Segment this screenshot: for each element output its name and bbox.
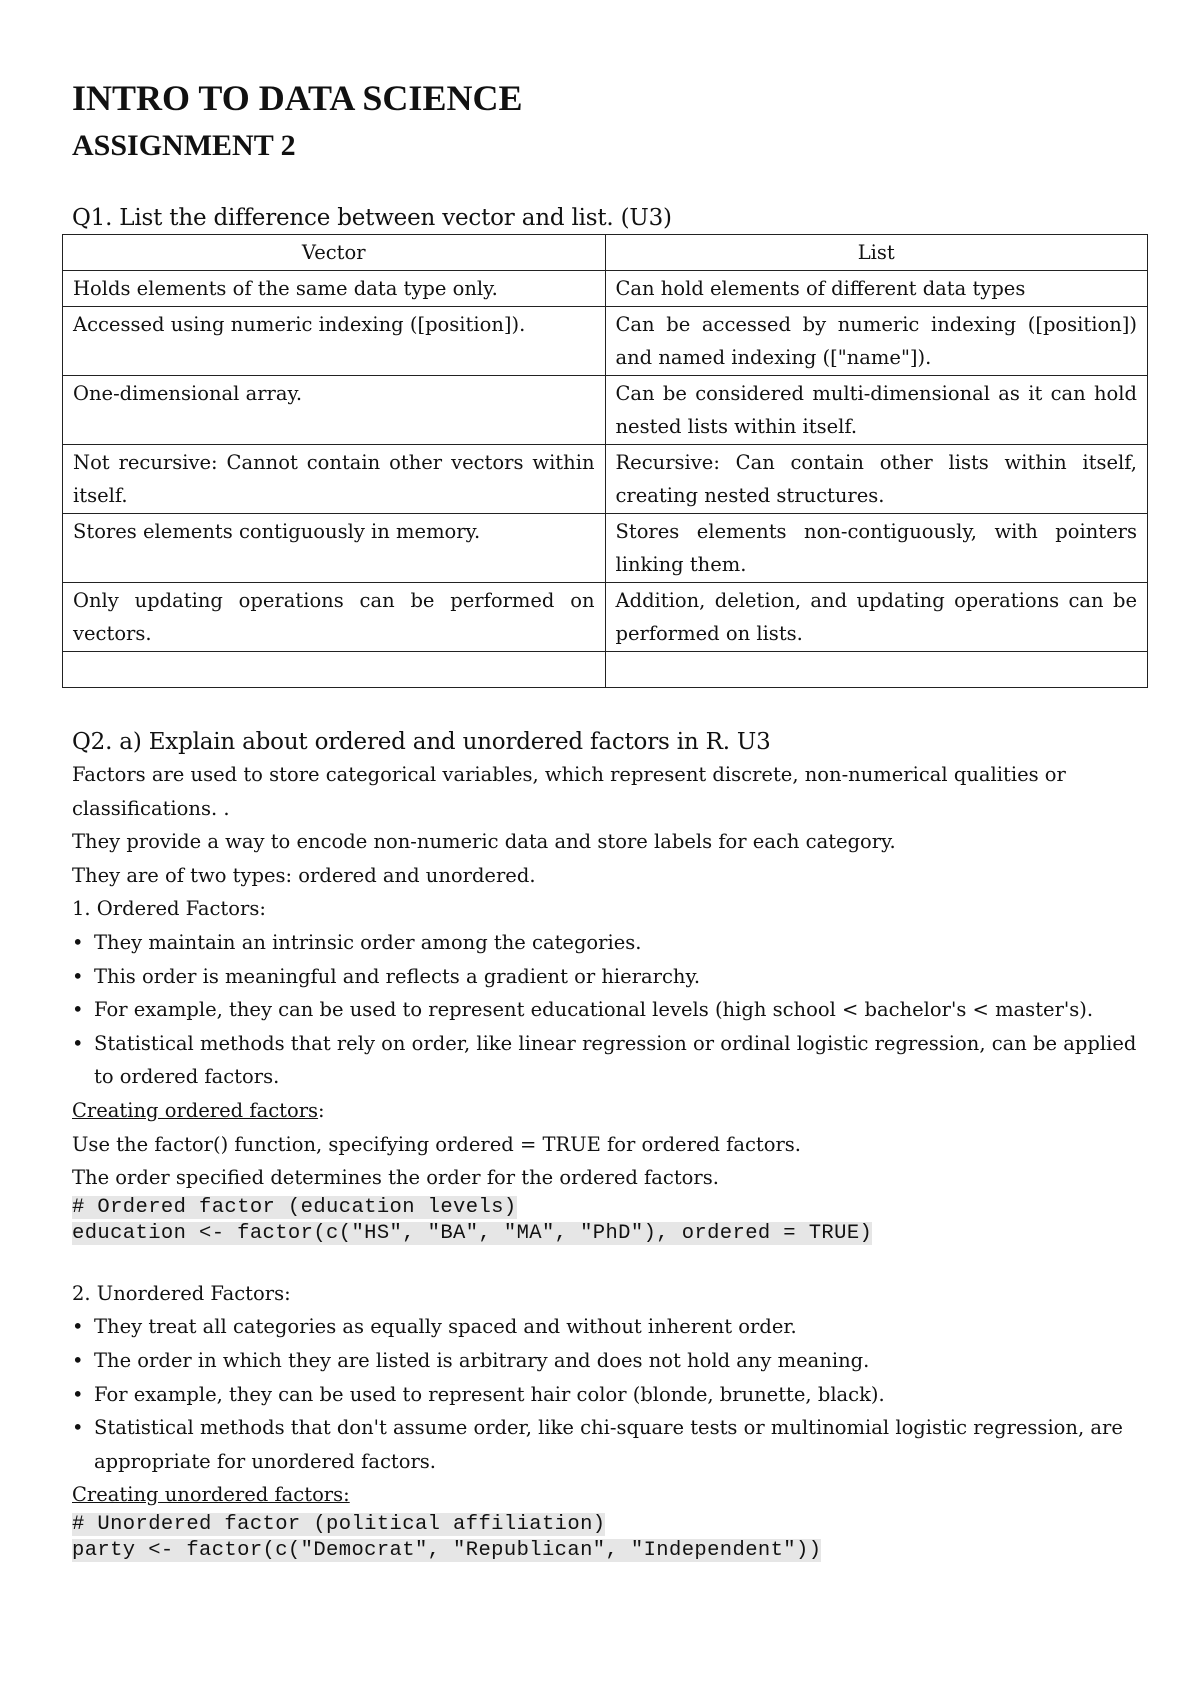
table-cell: Can hold elements of different data types xyxy=(605,271,1148,307)
list-item-text: Statistical methods that rely on order, like linear regression or ordinal logistic regression, can be applied to ordered factors. xyxy=(94,1031,1137,1089)
ordered-factors-heading: 1. Ordered Factors: xyxy=(72,897,266,921)
document-subtitle: ASSIGNMENT 2 xyxy=(72,129,296,162)
list-item-text: For example, they can be used to represent hair color (blonde, brunette, black). xyxy=(94,1382,885,1406)
table-row xyxy=(63,271,1148,307)
unordered-factors-heading: 2. Unordered Factors: xyxy=(72,1281,291,1305)
bullet-icon: • xyxy=(72,998,84,1022)
table-cell xyxy=(63,652,606,688)
q2-heading: Q2. a) Explain about ordered and unordered factors in R. U3 xyxy=(72,729,771,755)
table-row xyxy=(63,583,1148,652)
table-row xyxy=(63,376,1148,445)
table-cell: Addition, deletion, and updating operations can be performed on lists. xyxy=(605,583,1148,652)
list-item-text: This order is meaningful and reflects a gradient or hierarchy. xyxy=(94,964,701,988)
table-cell: Stores elements non-contiguously, with pointers linking them. xyxy=(605,514,1148,583)
code-line: education <- factor(c("HS", "BA", "MA", "PhD"), ordered = TRUE) xyxy=(72,1221,873,1245)
list-item xyxy=(72,993,1144,1027)
ordered-code-block xyxy=(72,1195,1144,1247)
column-header-list: List xyxy=(605,235,1148,271)
unordered-code-block xyxy=(72,1512,1144,1564)
bullet-icon: • xyxy=(72,1382,84,1406)
unordered-factors-list xyxy=(72,1310,1144,1478)
bullet-icon: • xyxy=(72,964,84,988)
document-page xyxy=(72,76,1144,1564)
list-item xyxy=(72,1411,1144,1478)
intro-paragraph: Factors are used to store categorical variables, which represent discrete, non-numerical qualities or classifications. . xyxy=(72,763,1066,820)
table-cell: Can be considered multi-dimensional as it can hold nested lists within itself. xyxy=(605,376,1148,445)
heading-colon: : xyxy=(318,1098,325,1122)
creating-ordered-factors-heading: Creating ordered factors xyxy=(72,1098,319,1122)
list-item xyxy=(72,1344,1144,1378)
ordered-factors-list xyxy=(72,926,1144,1094)
table-header-row xyxy=(63,235,1148,271)
table-row-empty xyxy=(63,652,1148,688)
table-cell: Holds elements of the same data type only. xyxy=(63,271,606,307)
list-item-text: For example, they can be used to represent educational levels (high school < bachelor's < master's). xyxy=(94,998,1094,1022)
list-item-text: They treat all categories as equally spaced and without inherent order. xyxy=(94,1315,797,1339)
list-item xyxy=(72,1378,1144,1412)
bullet-icon: • xyxy=(72,1031,84,1055)
code-line: party <- factor(c("Democrat", "Republican", "Independent")) xyxy=(72,1538,822,1562)
table-row xyxy=(63,307,1148,376)
table-cell: Recursive: Can contain other lists within itself, creating nested structures. xyxy=(605,445,1148,514)
table-cell: One-dimensional array. xyxy=(63,376,606,445)
table-row xyxy=(63,445,1148,514)
table-cell xyxy=(605,652,1148,688)
ordered-explanation: Use the factor() function, specifying ordered = TRUE for ordered factors. xyxy=(72,1132,802,1156)
list-item-text: The order in which they are listed is arbitrary and does not hold any meaning. xyxy=(94,1348,870,1372)
list-item xyxy=(72,1310,1144,1344)
bullet-icon: • xyxy=(72,1416,84,1440)
column-header-vector: Vector xyxy=(63,235,606,271)
table-cell: Accessed using numeric indexing ([position]). xyxy=(63,307,606,376)
bullet-icon: • xyxy=(72,930,84,954)
intro-paragraph: They are of two types: ordered and unordered. xyxy=(72,863,536,887)
creating-ordered-factors-line xyxy=(72,1094,1144,1128)
table-cell: Only updating operations can be performed on vectors. xyxy=(63,583,606,652)
document-title: INTRO TO DATA SCIENCE xyxy=(72,78,523,118)
list-item-text: Statistical methods that don't assume order, like chi-square tests or multinomial logistic regression, are appropriate for unordered factors. xyxy=(94,1416,1123,1473)
table-row xyxy=(63,514,1148,583)
ordered-explanation: The order specified determines the order for the ordered factors. xyxy=(72,1166,719,1190)
list-item xyxy=(72,1027,1144,1094)
list-item-text: They maintain an intrinsic order among the categories. xyxy=(94,930,642,954)
intro-paragraph: They provide a way to encode non-numeric data and store labels for each category. xyxy=(72,830,896,854)
creating-unordered-factors-heading: Creating unordered factors: xyxy=(72,1483,350,1507)
table-cell: Can be accessed by numeric indexing ([position]) and named indexing (["name"]). xyxy=(605,307,1148,376)
table-cell: Not recursive: Cannot contain other vectors within itself. xyxy=(63,445,606,514)
bullet-icon: • xyxy=(72,1315,84,1339)
list-item xyxy=(72,960,1144,994)
vector-list-comparison-table xyxy=(62,234,1148,688)
q1-heading: Q1. List the difference between vector and list. (U3) xyxy=(72,205,672,231)
code-line: # Unordered factor (political affiliation) xyxy=(72,1512,606,1536)
list-item xyxy=(72,926,1144,960)
code-line: # Ordered factor (education levels) xyxy=(72,1195,517,1219)
bullet-icon: • xyxy=(72,1348,84,1372)
table-cell: Stores elements contiguously in memory. xyxy=(63,514,606,583)
